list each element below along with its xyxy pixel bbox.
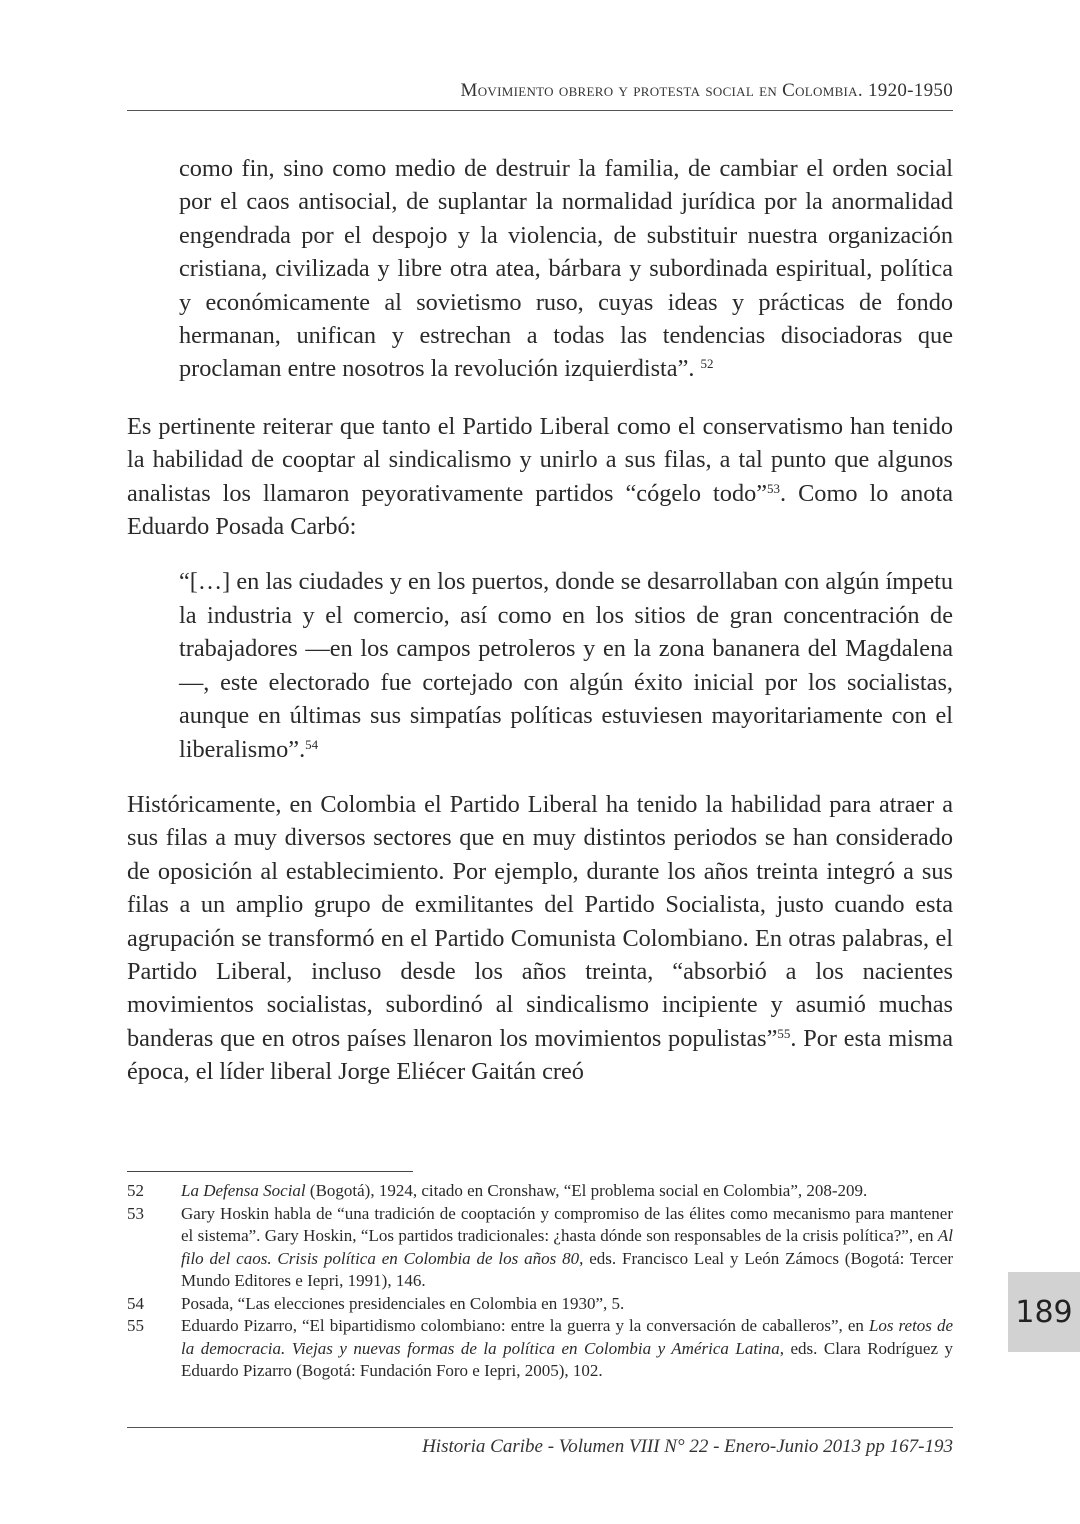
footnote-text (181, 1203, 953, 1293)
footnote-text: Posada, “Las elecciones presidenciales en Colombia en 1930”, 5. (181, 1293, 625, 1313)
footnote-53 (127, 1203, 953, 1293)
footnotes (127, 1180, 953, 1383)
running-head: Movimiento obrero y protesta social en Colombia. 1920-1950 (460, 80, 953, 101)
footnote-title: Los retos de la democracia. Viejas y nuevas formas de la política en Colombia y América Latina (181, 1316, 953, 1358)
paragraph-2-text: Históricamente, en Colombia el Partido Liberal ha tenido la habilidad para atraer a sus filas a muy diversos sectores que en muy distintos periodos se han considerado de oposición al establecimiento. Por ejemplo, durante los años treinta integró a sus filas a un amplio grupo de exmilitantes del Partido Socialista, justo cuando esta agrupación se transformó en el Partido Comunista Colombiano. En otras palabras, el Partido Liberal, incluso desde los años treinta, “absorbió a los nacientes movimientos socialistas, subordinó al sindicalismo incipiente y asumió muchas banderas que en otros países llenaron los movimientos populistas” (127, 790, 953, 1052)
journal-citation: Historia Caribe - Volumen VIII N° 22 - Enero-Junio 2013 pp 167-193 (422, 1436, 953, 1457)
footnote-52 (127, 1180, 953, 1203)
footnote-body-tail: , eds. Clara Rodríguez y Eduardo Pizarro (Bogotá: Fundación Foro e Iepri, 2005), 102. (181, 1338, 954, 1380)
paragraph-1 (127, 410, 953, 544)
block-quote-2 (127, 565, 953, 765)
footnote-body: (Bogotá), 1924, citado en Cronshaw, “El problema social en Colombia”, 208-209. (305, 1181, 868, 1200)
footnote-body: Gary Hoskin habla de “una tradición de cooptación y compromiso de las élites como mecanismo para mantener el sistema”. Gary Hoskin, “Los partidos tradicionales: ¿hasta dónde son responsables de la crisis política?”, en (181, 1203, 953, 1245)
footer-rule (127, 1427, 953, 1428)
page-number-tab (1008, 1272, 1080, 1352)
block-quote-1-text: como fin, sino como medio de destruir la familia, de cambiar el orden social por el caos antisocial, de suplantar la normalidad jurídica por la anormalidad engendrada por el despojo y la violencia, de substituir nuestra organización cristiana, civilizada y libre otra atea, bárbara y subordinada espiritual, política y económicamente al sovietismo ruso, cuyas ideas y prácticas de fondo hermanan, unifican y estrechan a todas las tendencias disociadoras que proclaman entre nosotros la revolución izquierdista”. (179, 155, 953, 383)
footnote-text (181, 1315, 953, 1383)
footnote-ref-53[interactable]: 53 (767, 480, 781, 496)
footnote-title: La Defensa Social (181, 1181, 306, 1200)
footnote-body: Eduardo Pizarro, “El bipartidismo colombiano: entre la guerra y la conversación de caballeros”, en (181, 1316, 869, 1335)
footnote-ref-55[interactable]: 55 (777, 1025, 791, 1041)
footnote-title: Al filo del caos. Crisis política en Colombia de los años 80 (181, 1226, 953, 1268)
footnote-ref-52[interactable]: 52 (700, 356, 714, 372)
footnote-rule (127, 1171, 413, 1172)
footnote-55 (127, 1315, 953, 1383)
footnote-number: 52 (127, 1181, 144, 1200)
footnote-body-tail: , eds. Francisco Leal y León Zámocs (Bogotá: Tercer Mundo Editores e Iepri, 1991), 146. (181, 1248, 953, 1290)
block-quote-1 (127, 152, 953, 386)
paragraph-2 (127, 788, 953, 1089)
paragraph-1-tail: . Como lo anota Eduardo Posada Carbó: (127, 479, 953, 541)
footnote-text (181, 1180, 953, 1203)
header-rule (127, 110, 953, 111)
paragraph-1-text: Es pertinente reiterar que tanto el Partido Liberal como el conservatismo han tenido la habilidad de cooptar al sindicalismo y unirlo a sus filas, a tal punto que algunos analistas los llamaron peyorativamente partidos “cógelo todo” (127, 412, 953, 507)
footnote-number: 53 (127, 1203, 144, 1223)
paragraph-2-tail: . Por esta misma época, el líder liberal Jorge Eliécer Gaitán creó (127, 1024, 953, 1086)
footnote-number: 55 (127, 1316, 144, 1335)
footnote-54 (127, 1293, 953, 1316)
footnote-number: 54 (127, 1293, 144, 1313)
footnote-ref-54[interactable]: 54 (305, 736, 319, 752)
page-number: 189 (1015, 1294, 1073, 1330)
block-quote-2-text: “[…] en las ciudades y en los puertos, donde se desarrollaban con algún ímpetu la industria y el comercio, así como en los sitios de gran concentración de trabajadores —en los campos petroleros y en la zona bananera del Magdalena—, este electorado fue cortejado con algún éxito inicial por los socialistas, aunque en últimas sus simpatías políticas estuviesen mayoritariamente con el liberalismo”. (179, 568, 953, 763)
main-text (127, 152, 953, 1089)
